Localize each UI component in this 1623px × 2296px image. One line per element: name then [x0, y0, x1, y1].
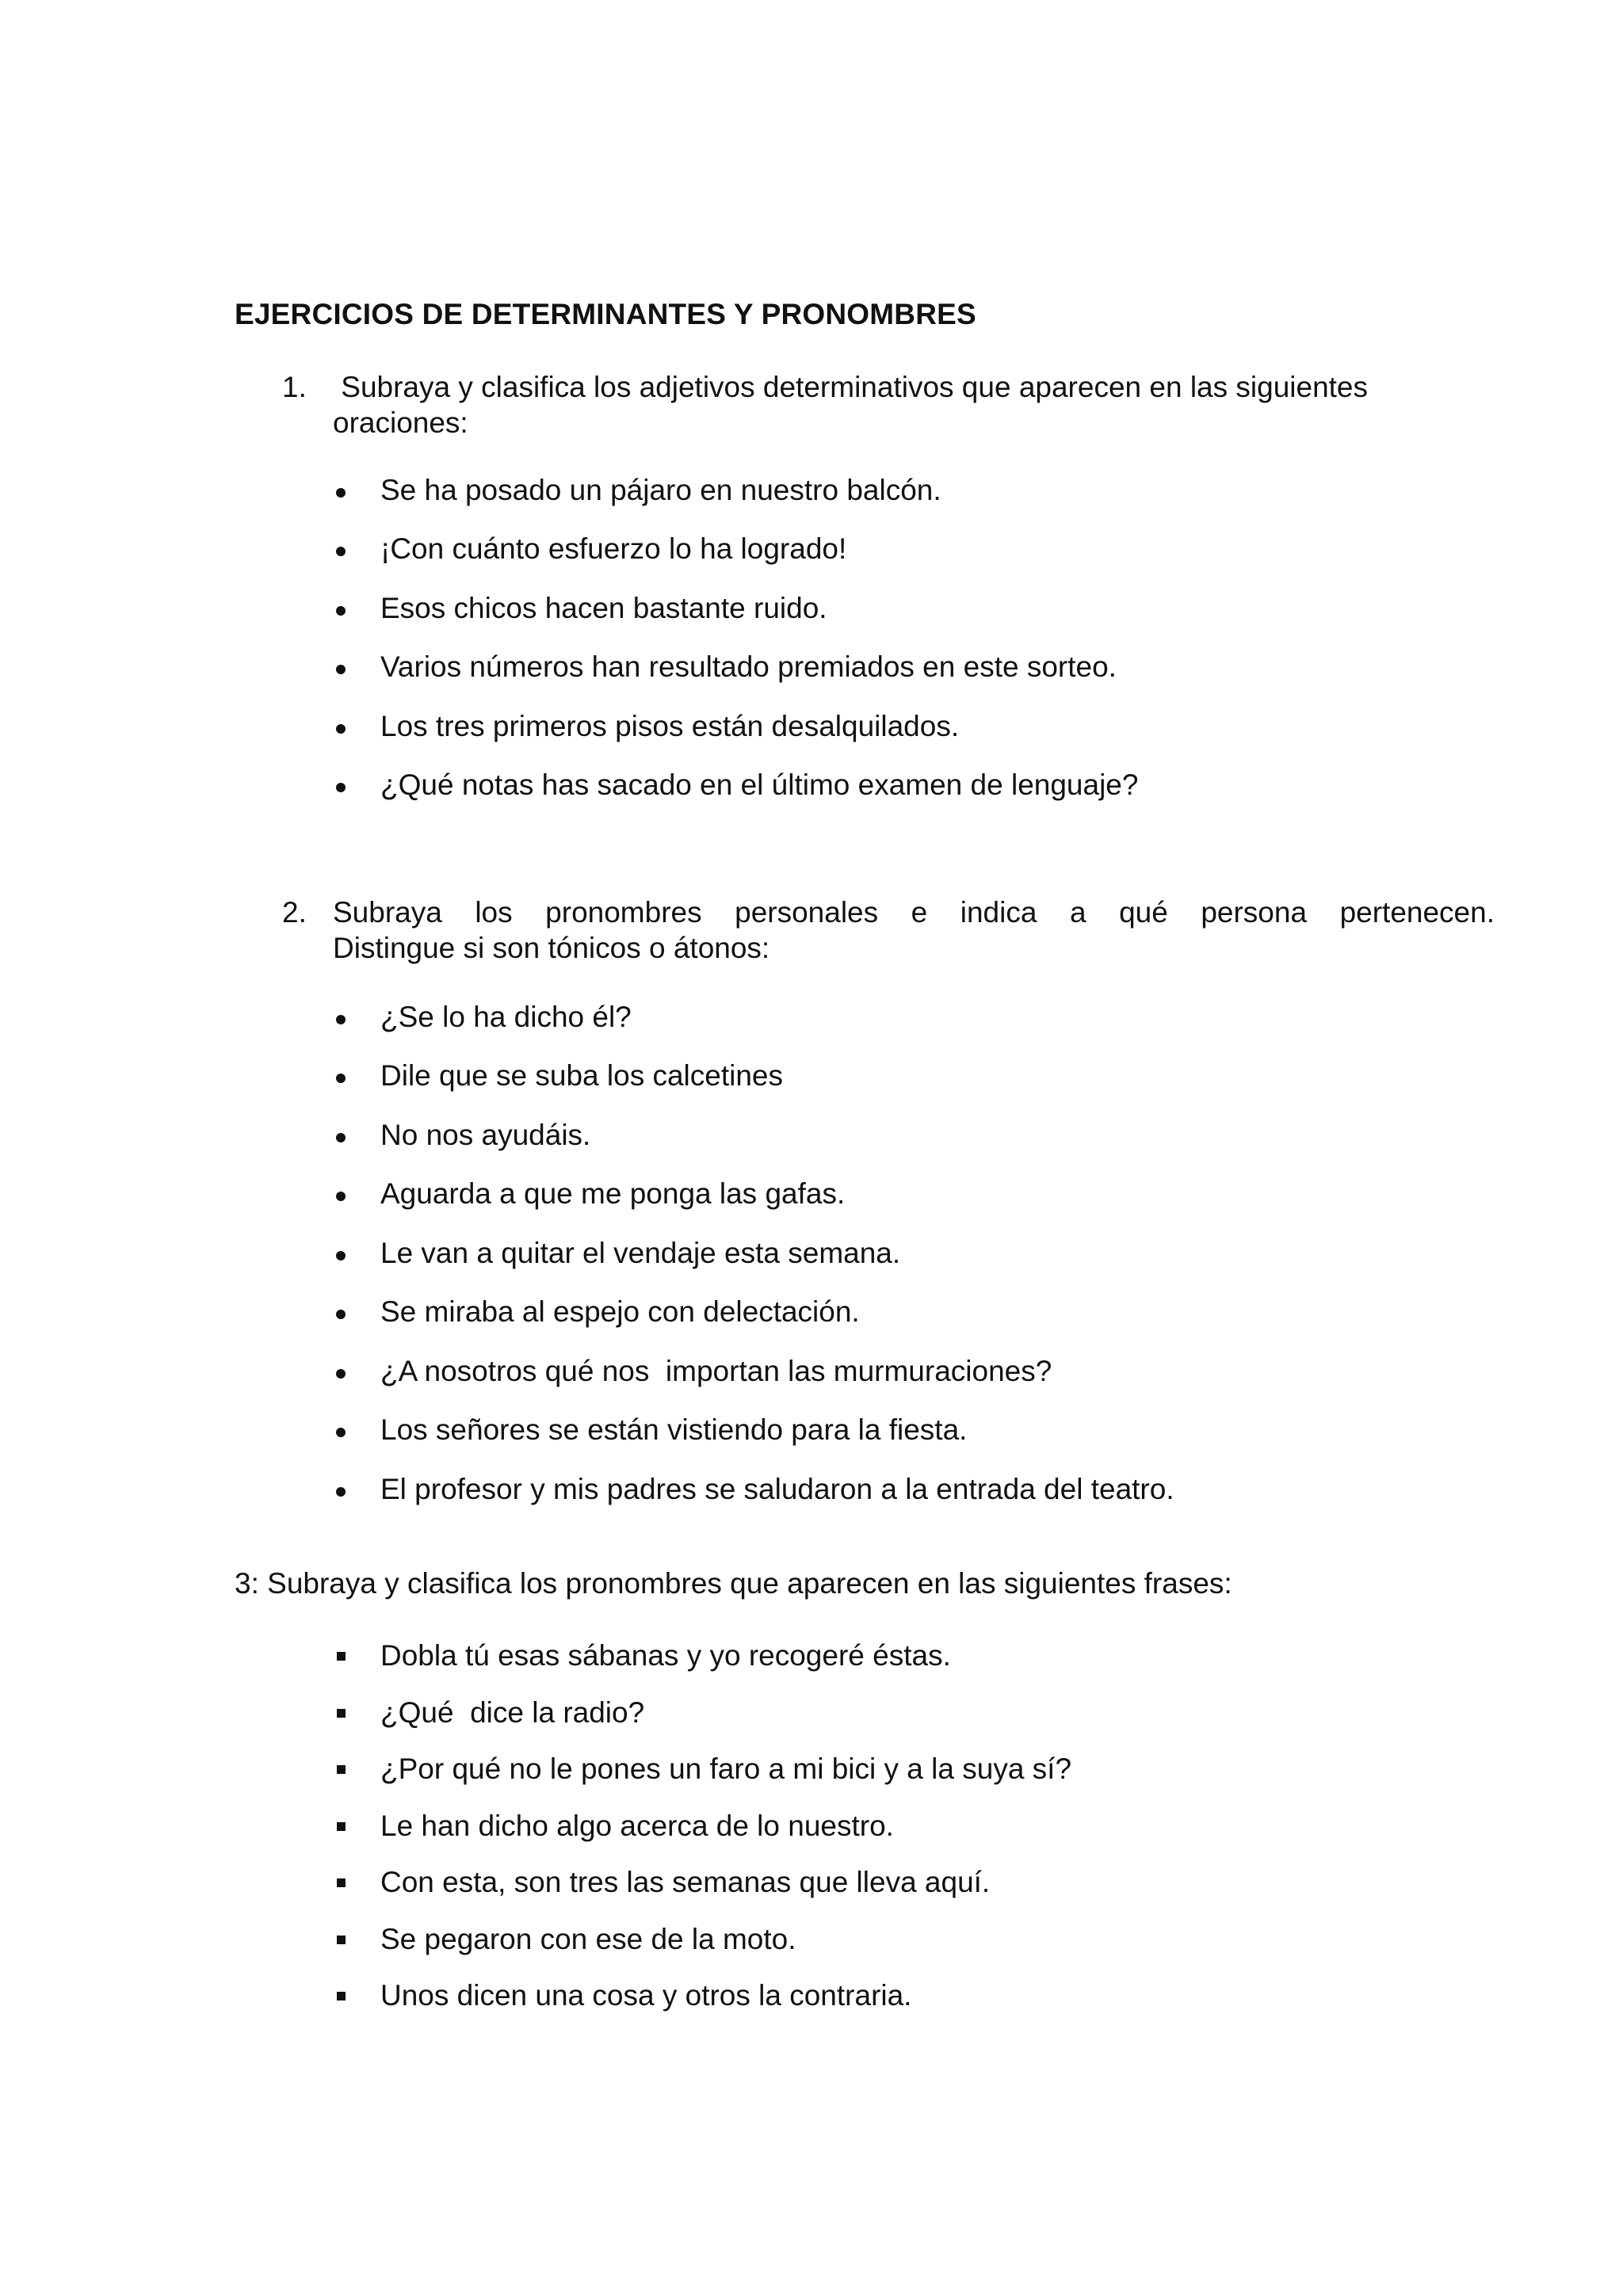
- list-item-text: ¿Por qué no le pones un faro a mi bici y a la suya sí?: [380, 1753, 1072, 1785]
- list-item-text: El profesor y mis padres se saludaron a la entrada del teatro.: [380, 1473, 1174, 1505]
- exercise-1-text: [333, 369, 1495, 441]
- list-item-text: Varios números han resultado premiados en este sorteo.: [380, 650, 1117, 683]
- list-item-text: Con esta, son tres las semanas que lleva aquí.: [380, 1866, 991, 1898]
- square-bullet-icon: [331, 1979, 350, 2000]
- list-item-text: Los señores se están vistiendo para la fiesta.: [380, 1413, 968, 1446]
- exercise-1-line-1: Subraya y clasifica los adjetivos determinativos que aparecen en las siguientes: [333, 371, 1369, 403]
- square-bullet-icon: [331, 1923, 350, 1944]
- square-bullet-icon: [331, 1753, 350, 1774]
- bullet-icon: [331, 592, 350, 616]
- square-bullet-icon: [331, 1639, 350, 1661]
- bullet-icon: [331, 474, 350, 498]
- bullet-icon: [331, 1177, 350, 1201]
- exercise-2-text: [333, 894, 1495, 966]
- list-item-text: No nos ayudáis.: [380, 1119, 591, 1151]
- list-item-text: Dobla tú esas sábanas y yo recogeré éstas.: [380, 1639, 951, 1672]
- list-item-text: Esos chicos hacen bastante ruido.: [380, 592, 827, 624]
- exercise-2-line-2: Distingue si son tónicos o átonos:: [333, 932, 770, 964]
- document-title: EJERCICIOS DE DETERMINANTES Y PRONOMBRES: [235, 298, 976, 330]
- list-item-text: ¿A nosotros qué nos importan las murmuraciones?: [380, 1355, 1052, 1387]
- bullet-icon: [331, 1413, 350, 1437]
- list-item-text: Los tres primeros pisos están desalquilados.: [380, 710, 960, 742]
- exercise-1-number: 1.: [282, 371, 307, 403]
- list-item-text: Dile que se suba los calcetines: [380, 1059, 784, 1092]
- list-item-text: Se miraba al espejo con delectación.: [380, 1295, 860, 1328]
- list-item-text: ¿Qué notas has sacado en el último examen de lenguaje?: [380, 769, 1139, 801]
- list-item-text: Le van a quitar el vendaje esta semana.: [380, 1237, 901, 1269]
- list-item-text: ¡Con cuánto esfuerzo lo ha logrado!: [380, 532, 847, 565]
- list-item-text: ¿Qué dice la radio?: [380, 1696, 645, 1729]
- exercise-3-instruction: 3: Subraya y clasifica los pronombres que aparecen en las siguientes frases:: [235, 1567, 1232, 1600]
- list-item-text: Se ha posado un pájaro en nuestro balcón.: [380, 474, 941, 506]
- exercise-2-number: 2.: [282, 896, 307, 929]
- list-item-text: Se pegaron con ese de la moto.: [380, 1923, 796, 1955]
- square-bullet-icon: [331, 1696, 350, 1718]
- list-item-text: Unos dicen una cosa y otros la contraria.: [380, 1979, 912, 2012]
- bullet-icon: [331, 710, 350, 734]
- bullet-icon: [331, 1119, 350, 1142]
- bullet-icon: [331, 650, 350, 674]
- exercise-1-line-2: oraciones:: [333, 406, 468, 439]
- bullet-icon: [331, 1355, 350, 1379]
- bullet-icon: [331, 532, 350, 556]
- list-item-text: Aguarda a que me ponga las gafas.: [380, 1177, 846, 1210]
- square-bullet-icon: [331, 1866, 350, 1887]
- list-item-text: ¿Se lo ha dicho él?: [380, 1001, 632, 1033]
- square-bullet-icon: [331, 1810, 350, 1831]
- exercise-2-line-1: Subraya los pronombres personales e indica a qué persona pertenecen.: [333, 896, 1495, 929]
- bullet-icon: [331, 1237, 350, 1261]
- bullet-icon: [331, 769, 350, 792]
- bullet-icon: [331, 1295, 350, 1319]
- bullet-icon: [331, 1001, 350, 1024]
- bullet-icon: [331, 1059, 350, 1083]
- bullet-icon: [331, 1473, 350, 1497]
- list-item-text: Le han dicho algo acerca de lo nuestro.: [380, 1810, 894, 1842]
